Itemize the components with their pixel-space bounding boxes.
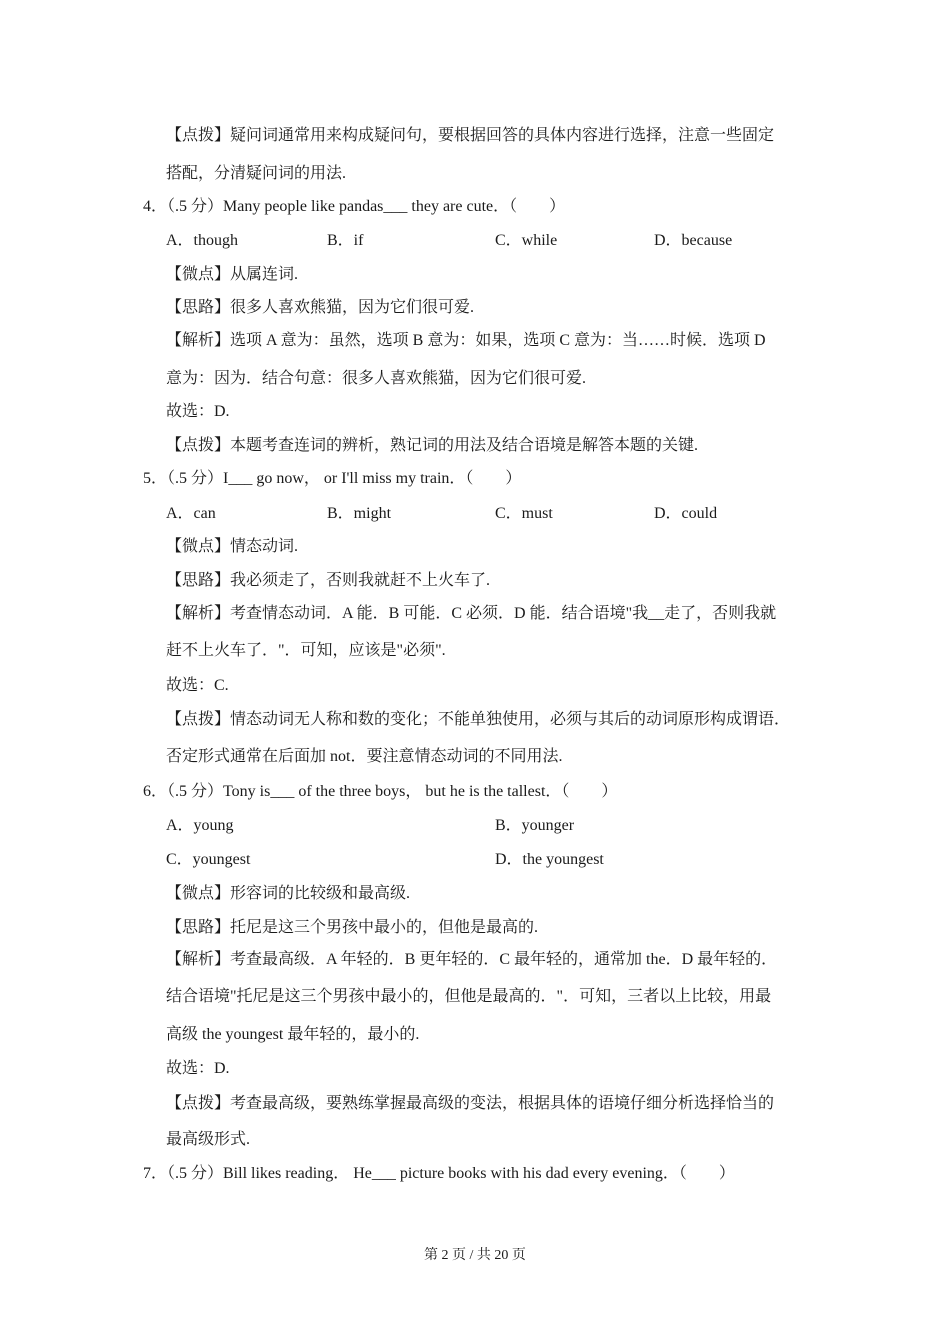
q4-option-c: C．while [495,232,558,249]
q6-option-d: D．the youngest [495,851,604,868]
q4-reasoning: 【思路】很多人喜欢熊猫，因为它们很可爱. [166,299,475,316]
q5-analysis-cont: 赶不上火车了．"．可知，应该是"必须". [166,642,446,659]
q6-keypoint: 【微点】形容词的比较级和最高级. [166,885,411,902]
q4-tip: 【点拨】本题考查连词的辨析，熟记词的用法及结合语境是解答本题的关键. [166,437,699,454]
q6-tip: 【点拨】考查最高级，要熟练掌握最高级的变法，根据具体的语境仔细分析选择恰当的 [166,1095,775,1112]
q6-analysis: 【解析】考查最高级．A 年轻的．B 更年轻的．C 最年轻的，通常加 the．D 最年轻的． [166,951,778,968]
q6-option-a: A．young [166,817,234,834]
q5-option-d: D．could [654,505,718,522]
q6-reasoning: 【思路】托尼是这三个男孩中最小的，但他是最高的. [166,919,539,936]
q4-answer: 故选：D. [166,403,230,420]
question-6-stem: 6．（.5 分）Tony is___ of the three boys， but he is the tallest．（ ） [143,783,618,800]
q5-analysis: 【解析】考查情态动词．A 能．B 可能．C 必须．D 能．结合语境"我__走了，否则我就 [166,605,777,622]
q4-analysis: 【解析】选项 A 意为：虽然，选项 B 意为：如果，选项 C 意为：当……时候．选项 D [166,332,766,349]
q5-option-c: C．must [495,505,553,522]
q5-keypoint: 【微点】情态动词. [166,538,299,555]
q5-answer: 故选：C. [166,677,229,694]
question-4-stem: 4．（.5 分）Many people like pandas___ they are cute．（ ） [143,198,566,215]
page-number: 第 2 页 / 共 20 页 [424,1248,526,1263]
q6-option-b: B．younger [495,817,575,834]
q6-analysis-cont: 高级 the youngest 最年轻的，最小的. [166,1026,420,1043]
q5-option-a: A．can [166,505,216,522]
q5-tip-cont: 否定形式通常在后面加 not．要注意情态动词的不同用法. [166,748,563,765]
q4-option-a: A．though [166,232,239,249]
q4-keypoint: 【微点】从属连词. [166,266,299,283]
q4-option-b: B．if [327,232,364,249]
q5-tip: 【点拨】情态动词无人称和数的变化；不能单独使用，必须与其后的动词原形构成谓语． [166,711,791,728]
tip-line: 搭配，分清疑问词的用法. [166,165,347,182]
q6-analysis-cont: 结合语境"托尼是这三个男孩中最小的，但他是最高的．"．可知，三者以上比较，用最 [166,988,772,1005]
q6-tip-cont: 最高级形式. [166,1131,251,1148]
question-7-stem: 7．（.5 分）Bill likes reading． He___ picture books with his dad every evening．（ ） [143,1165,735,1182]
question-5-stem: 5．（.5 分）I___ go now， or I'll miss my train．（ ） [143,470,522,487]
q5-reasoning: 【思路】我必须走了，否则我就赶不上火车了. [166,572,491,589]
q6-option-c: C．youngest [166,851,251,868]
q6-answer: 故选：D. [166,1060,230,1077]
q4-option-d: D．because [654,232,733,249]
tip-line: 【点拨】疑问词通常用来构成疑问句，要根据回答的具体内容进行选择，注意一些固定 [166,127,775,144]
q5-option-b: B．might [327,505,392,522]
q4-analysis-cont: 意为：因为．结合句意：很多人喜欢熊猫，因为它们很可爱. [166,370,587,387]
